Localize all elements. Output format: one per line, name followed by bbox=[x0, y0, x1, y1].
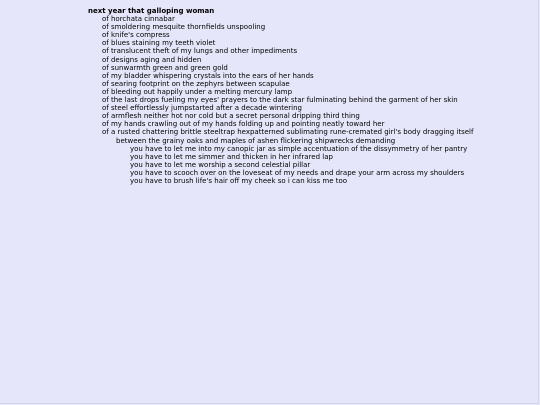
poem-line: of bleeding out happily under a melting mercury lamp bbox=[102, 87, 293, 96]
poem-line: of searing footprint on the zephyrs between scapulae bbox=[102, 79, 290, 88]
poem-line: of knife's compress bbox=[102, 31, 170, 40]
poem-line: of designs aging and hidden bbox=[102, 55, 202, 64]
poem-line: you have to brush life's hair off my cheek so i can kiss me too bbox=[130, 176, 348, 185]
poem bbox=[88, 7, 473, 185]
poem-line: of my bladder whispering crystals into the ears of her hands bbox=[102, 71, 314, 80]
poem-line: of smoldering mesquite thornfields unspooling bbox=[102, 23, 266, 32]
poem-line: you have to let me into my canopic jar as simple accentuation of the dissymmetry of her pantry bbox=[130, 144, 468, 153]
poem-line: of armflesh neither hot nor cold but a secret personal dripping third thing bbox=[102, 112, 360, 121]
poem-line: between the grainy oaks and maples of ashen flickering shipwrecks demanding bbox=[116, 136, 396, 145]
poem-line: of sunwarmth green and green gold bbox=[102, 63, 228, 72]
poem-line: of steel effortlessly jumpstarted after a decade wintering bbox=[102, 104, 302, 113]
poem-line: of the last drops fueling my eyes' prayers to the dark star fulminating behind the garment of her skin bbox=[102, 96, 458, 105]
poem-title: next year that galloping woman bbox=[88, 7, 215, 15]
poem-line: of my hands crawling out of my hands folding up and pointing neatly toward her bbox=[102, 120, 385, 129]
poem-line: of horchata cinnabar bbox=[102, 15, 175, 24]
poem-line: of blues staining my teeth violet bbox=[102, 39, 216, 48]
poem-line: you have to let me worship a second celestial pillar bbox=[130, 160, 311, 169]
poem-line: you have to let me simmer and thicken in her infrared lap bbox=[130, 152, 333, 161]
poem-line: of translucent theft of my lungs and other impediments bbox=[102, 47, 298, 56]
poem-line: of a rusted chattering brittle steeltrap hexpatterned sublimating rune-cremated girl's body dragging itself bbox=[102, 128, 474, 137]
poem-line: you have to scooch over on the loveseat of my needs and drape your arm across my shoulders bbox=[130, 168, 465, 177]
